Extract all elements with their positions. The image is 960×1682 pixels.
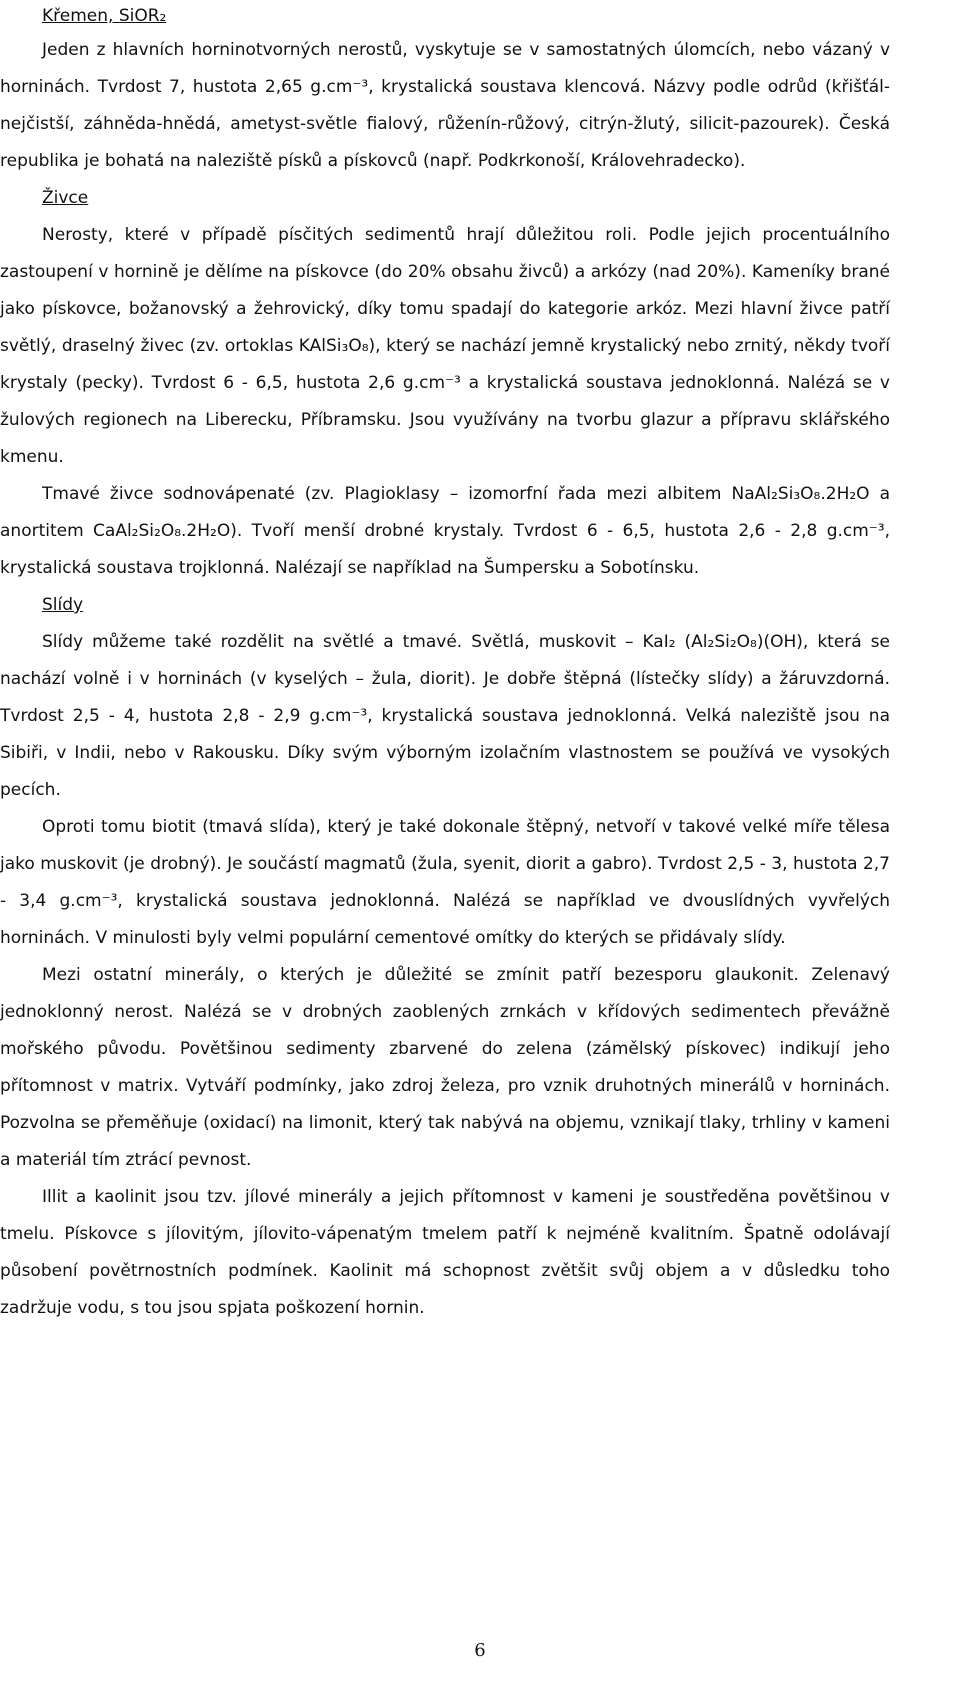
page-number: 6 xyxy=(474,1640,486,1661)
paragraph-slidy-1: Slídy můžeme také rozdělit na světlé a tmavé. Světlá, muskovit – KaI₂ (Al₂Si₂O₈)(OH), která se nachází volně i v horninách (v kyselých – žula, diorit). Je dobře štěpná (lístečky slídy) a žáruvzdorná. Tvrdost 2,5 - 4, hustota 2,8 - 2,9 g.cm⁻³, krystalická soustava jednoklonná. Velká naleziště jsou na Sibiři, v Indii, nebo v Rakousku. Díky svým výborným izolačním vlastnostem se používá ve vysokých pecích. xyxy=(0,632,890,800)
heading-kremen: Křemen, SiOR₂ xyxy=(42,6,167,26)
paragraph-zivce-1: Nerosty, které v případě písčitých sedimentů hrají důležitou roli. Podle jejich procentuálního zastoupení v hornině je dělíme na pískovce (do 20% obsahu živců) a arkózy (nad 20%). Kameníky brané jako pískovce, božanovský a žehrovický, díky tomu spadají do kategorie arkóz. Mezi hlavní živce patří světlý, draselný živec (zv. ortoklas KAlSi₃O₈), který se nachází jemně krystalický nebo zrnitý, někdy tvoří krystaly (pecky). Tvrdost 6 - 6,5, hustota 2,6 g.cm⁻³ a krystalická soustava jednoklonná. Nalézá se v žulových regionech na Liberecku, Příbramsku. Jsou využívány na tvorbu glazur a přípravu sklářského kmenu. xyxy=(0,225,890,467)
heading-zivce: Živce xyxy=(42,188,89,208)
heading-slidy: Slídy xyxy=(42,595,84,615)
paragraph-illit: Illit a kaolinit jsou tzv. jílové minerály a jejich přítomnost v kameni je soustředěna povětšinou v tmelu. Pískovce s jílovitým, jílovito-vápenatým tmelem patří k nejméně kvalitním. Špatně odolávají působení povětrnostních podmínek. Kaolinit má schopnost zvětšit svůj objem a v důsledku toho zadržuje vodu, s tou jsou spjata poškození hornin. xyxy=(0,1187,890,1318)
paragraph-slidy-2: Oproti tomu biotit (tmavá slída), který je také dokonale štěpný, netvoří v takové velké míře tělesa jako muskovit (je drobný). Je součástí magmatů (žula, syenit, diorit a gabro). Tvrdost 2,5 - 3, hustota 2,7 - 3,4 g.cm⁻³, krystalická soustava jednoklonná. Nalézá se například ve dvouslídných vyvřelých horninách. V minulosti byly velmi populární cementové omítky do kterých se přidávaly slídy. xyxy=(0,817,890,948)
paragraph-zivce-2: Tmavé živce sodnovápenaté (zv. Plagioklasy – izomorfní řada mezi albitem NaAl₂Si₃O₈.2H₂O a anortitem CaAl₂Si₂O₈.2H₂O). Tvoří menší drobné krystaly. Tvrdost 6 - 6,5, hustota 2,6 - 2,8 g.cm⁻³, krystalická soustava trojklonná. Nalézají se například na Šumpersku a Sobotínsku. xyxy=(0,484,890,578)
paragraph-kremen: Jeden z hlavních horninotvorných nerostů, vyskytuje se v samostatných úlomcích, nebo vázaný v horninách. Tvrdost 7, hustota 2,65 g.cm⁻³, krystalická soustava klencová. Názvy podle odrůd (křišťál-nejčistší, záhněda-hnědá, ametyst-světle fialový, růženín-růžový, citrýn-žlutý, silicit-pazourek). Česká republika je bohatá na naleziště písků a pískovců (např. Podkrkonoší, Královehradecko). xyxy=(0,40,890,171)
paragraph-glaukonit: Mezi ostatní minerály, o kterých je důležité se zmínit patří bezesporu glaukonit. Zelenavý jednoklonný nerost. Nalézá se v drobných zaoblených zrnkách v křídových sedimentech převážně mořského původu. Povětšinou sedimenty zbarvené do zelena (zámělský pískovec) indikují jeho přítomnost v matrix. Vytváří podmínky, jako zdroj železa, pro vznik druhotných minerálů v horninách. Pozvolna se přeměňuje (oxidací) na limonit, který tak nabývá na objemu, vznikají tlaky, trhliny v kameni a materiál tím ztrácí pevnost. xyxy=(0,965,890,1170)
